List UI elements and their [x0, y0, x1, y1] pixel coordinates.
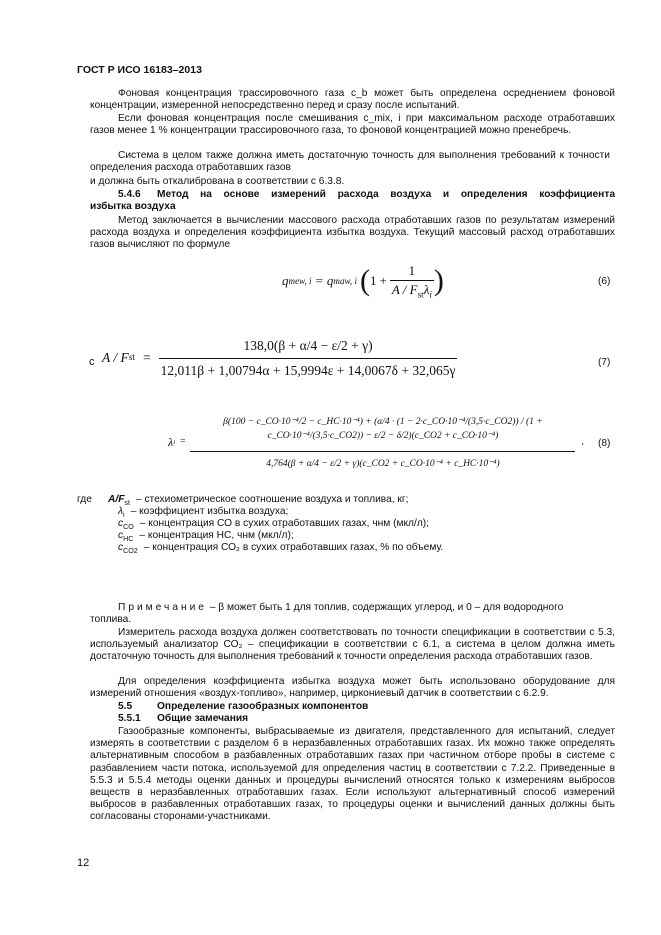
definition-text: – концентрация СО₂ в сухих отработавших газах, % по объему. — [143, 542, 444, 553]
note-text: – β может быть 1 для топлив, содержащих углерод, и 0 – для водородного — [209, 602, 564, 613]
definition-symbol-sub: i — [123, 511, 125, 520]
eq6-numerator: 1 — [408, 262, 416, 278]
note-line1 — [118, 602, 563, 614]
equation-7: A / F st = $\frac{138,0(\beta + \alpha/4 - \varepsilon/2 + \gamma)}{12,011\beta + 1,00794\alpha + 15,9994\varepsilon + 14,0067\delta + 32,065\gamma}$ — [102, 337, 456, 378]
section-546-number: 5.4.6 — [118, 189, 141, 200]
eq6-fraction — [390, 263, 434, 300]
paragraph-lambda-equipment: Для определения коэффициента избытка воздуха может быть использовано оборудование для измерений отношения «воздух-топливо», например, циркониевый датчик в соответствии с 6.2.9. — [90, 676, 615, 700]
section-546-title-line1: Метод на основе измерений расхода воздуха и определения коэффициента — [157, 189, 615, 200]
paragraph-calibration: и должна быть откалибрована в соответствии с 6.3.8. — [90, 176, 345, 187]
section-546-title-line2: избытка воздуха — [90, 201, 176, 212]
definition-symbol: λ — [118, 506, 124, 517]
eq8-comma: , — [581, 437, 584, 447]
section-551-title: Общие замечания — [157, 713, 249, 724]
eq6-one: 1 — [370, 273, 377, 288]
equation-7-number: (7) — [598, 357, 611, 368]
definition-text: – стехиометрическое соотношение воздуха и топлива, кг; — [135, 494, 409, 505]
paragraph-background-concentration: Фоновая концентрация трассировочного газа c_b может быть определена осреднением фоновой концентрации, измеренной непосредственно перед и сразу после испытаний. — [90, 88, 615, 112]
equation-6-number: (6) — [598, 276, 611, 287]
paragraph-air-meter: Измеритель расхода воздуха должен соответствовать по точности спецификации в соответствии с 5.3, используемый анализатор СО₂ – спецификации в соответствии с 6.1, а система в целом должна иметь достаточную точность для выполнения требований к точности определения расхода отработавших газов. — [90, 627, 615, 663]
definition-symbol: c — [118, 530, 124, 541]
eq8-lhs: λ — [168, 434, 174, 449]
definition-text: – концентрация НС, чнм (мкл/л); — [139, 530, 294, 541]
page-number: 12 — [77, 857, 90, 869]
definitions-where: где — [77, 494, 92, 505]
eq7-prefix: с — [89, 356, 95, 368]
note-label: Примечание — [118, 602, 207, 613]
equation-8-number: (8) — [598, 438, 611, 449]
definition-symbol: c — [118, 518, 124, 529]
eq8-denominator: 4,764(β + α/4 − ε/2 + γ)(c_CO2 + c_CO·10⁻⁴ + c_HC·10⁻⁴) — [190, 451, 575, 469]
equation-8: λ i = β(100 − c_CO·10⁻⁴/2 − c_HC·10⁻⁴) + (α/4 · (1 − 2·c_CO·10⁻⁴/(3,5·c_CO2)) / (1 + c_CO·10⁻⁴/(3,5·c_CO2)) − ε/2 − δ/2)(c_CO2 + c_CO·10⁻⁴) 4,764(β + α/4 − ε/2 + γ)(c_CO2 + c_CO·10⁻⁴ + c_HC·10⁻⁴) , — [168, 417, 584, 469]
eq8-lhs-sub: i — [173, 438, 176, 446]
eq6-den-sub: st — [417, 289, 424, 300]
paragraph-mix-concentration: Если фоновая концентрация после смешивания c_mix, i при максимальном расходе отработавших газов менее 1 % концентрации трассировочного газа, то фоновой концентрацией можно пренебречь. — [90, 113, 615, 137]
definition-symbol-sub: HC — [123, 535, 134, 544]
paragraph-system-accuracy: Система в целом также должна иметь достаточную точность для выполнения требований к точности определения расхода отработавших газов — [90, 150, 610, 174]
eq6-rhs-sub: maw, i — [333, 276, 357, 286]
eq7-lhs: A / F — [102, 350, 129, 365]
eq6-lhs: q — [282, 273, 289, 288]
eq8-numerator: β(100 − c_CO·10⁻⁴/2 − c_HC·10⁻⁴) + (α/4 · (1 − 2·c_CO·10⁻⁴/(3,5·c_CO2)) / (1 + c_CO·10⁻⁴/(3,5·c_CO2)) − ε/2 − δ/2)(c_CO2 + c_CO·10⁻⁴) — [223, 417, 543, 441]
note-line2: топлива. — [90, 614, 132, 625]
eq6-lambda-sub: i — [429, 289, 432, 300]
definition-symbol-sub: CO — [123, 523, 134, 532]
definition-text: – коэффициент избытка воздуха; — [130, 506, 289, 517]
definition-symbol-sub: st — [124, 499, 130, 508]
standard-header: ГОСТ Р ИСО 16183–2013 — [77, 64, 202, 76]
section-55-title: Определение газообразных компонентов — [157, 701, 369, 712]
definition-item — [118, 542, 443, 557]
definition-text: – концентрация СО в сухих отработавших газах, чнм (мкл/л); — [139, 518, 429, 529]
definition-symbol-sub: CO2 — [123, 547, 138, 556]
eq6-denominator: A / F — [391, 281, 418, 297]
equation-6: q mew, i = q maw, i ( 1 + $\frac{1}{A / F_{st}\lambda_i}$ ) — [282, 262, 444, 300]
eq7-denominator: 12,011β + 1,00794α + 15,9994ε + 14,0067δ + 32,065γ — [159, 358, 458, 379]
eq6-lambda: λ — [423, 281, 430, 297]
definition-symbol: c — [118, 542, 124, 553]
eq6-lhs-sub: mew, i — [288, 276, 312, 286]
section-551-number: 5.5.1 — [118, 713, 141, 724]
eq7-fraction — [159, 338, 458, 379]
eq7-lhs-sub: st — [128, 353, 136, 363]
eq6-rhs: q — [326, 273, 334, 288]
eq6-plus: + — [379, 273, 387, 288]
eq8-fraction — [190, 415, 575, 469]
section-551-body: Газообразные компоненты, выбрасываемые из двигателя, представленного для испытаний, следует измерять в соответствии с разделом 6 в неразбавленных отработавших газах. Их можно также определять альтернативным способом в разбавленных отработавших газах при частичном отборе пробы в системе с разбавлением части потока, используемой для определения частиц в соответствии с 7.2.2. Приведенные в 5.5.3 и 5.5.4 методы оценки данных и процедуры вычислений относятся только к измерениям выбросов веществ в неразбавленных отработавших газах. Если используют альтернативный способ измерений выбросов в разбавленных отработавших газах, то процедуры оценки и вычислений данных должны быть согласованы сторонами-участниками. — [90, 726, 615, 823]
section-55-number: 5.5 — [118, 701, 133, 712]
definition-symbol: A/F — [108, 494, 125, 505]
eq7-numerator: 138,0(β + α/4 − ε/2 + γ) — [243, 337, 373, 353]
section-546-body: Метод заключается в вычислении массового расхода отработавших газов по результатам измерений расхода воздуха и определения коэффициента избытка воздуха. Текущий массовый расход отработавших газов вычисляют по формуле — [90, 215, 615, 251]
